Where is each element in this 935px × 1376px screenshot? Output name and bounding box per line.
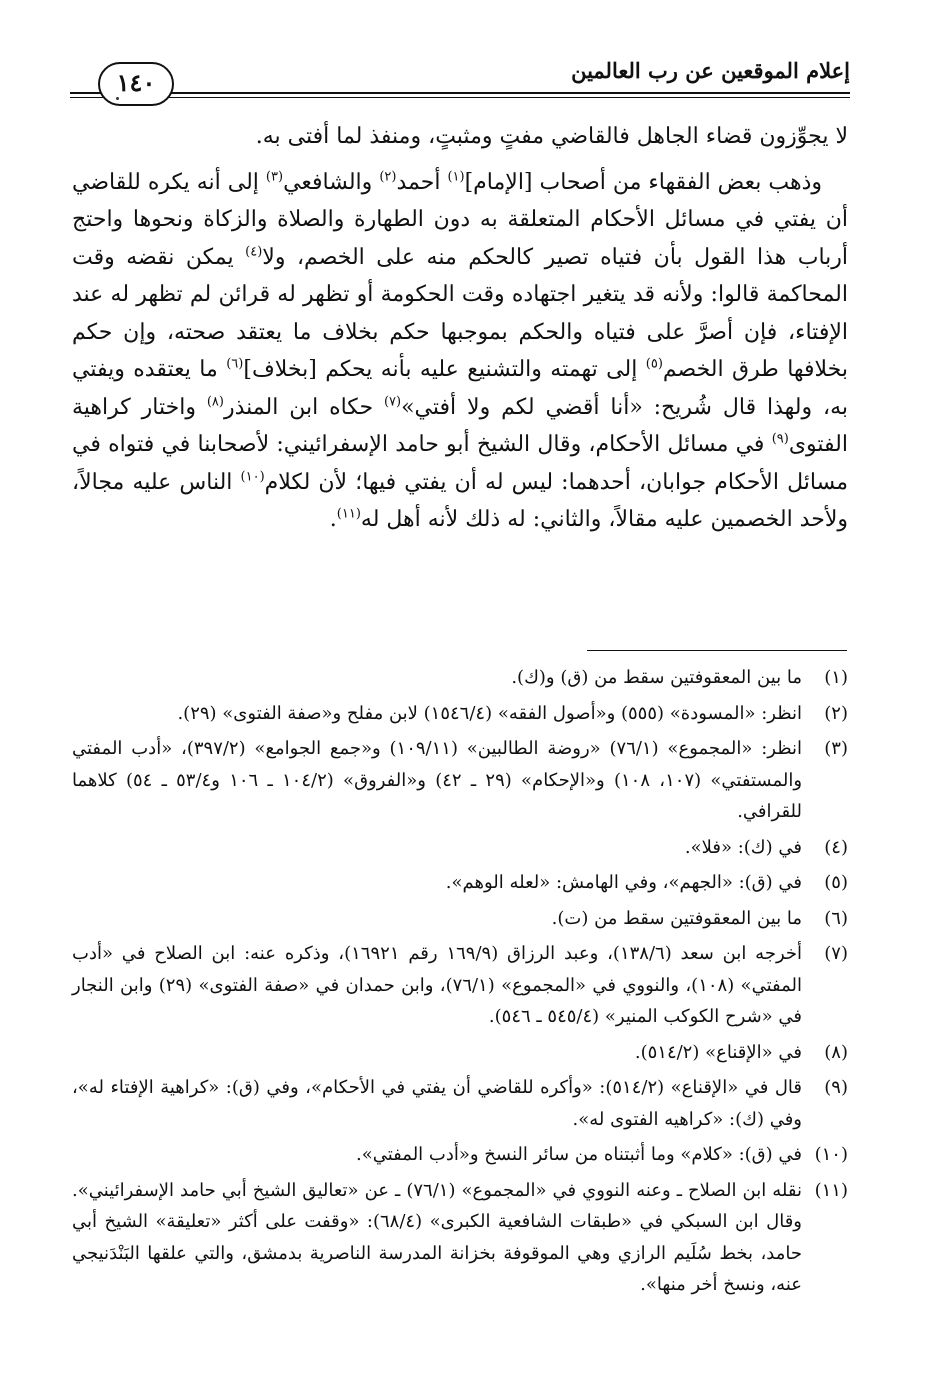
footnote-number: (١) <box>824 667 848 688</box>
footnote-text: انظر: «المجموع» (٧٦/١) «روضة الطالبين» (١٠٩/١١) و«جمع الجوامع» (٣٩٧/٢)، «أدب المفتي والمستفتي» (١٠٧، ١٠٨) و«الإحكام» (٢٩ ـ ٤٢) و«الفروق» (١٠٤/٢ ـ ١٠٦ و٥٣/٤ ـ ٥٤) كلاهما للقرافي. <box>72 738 803 822</box>
footnote-ref[interactable]: (٦) <box>226 356 244 372</box>
text-segment: وذهب بعض الفقهاء من أصحاب [الإمام] <box>464 169 822 195</box>
footnote-text: في (ق): «كلام» وما أثبتناه من سائر النسخ و«أدب المفتي». <box>356 1144 802 1165</box>
header-rule-thin <box>70 97 850 98</box>
footnote-text: قال في «الإقناع» (٥١٤/٢): «وأكره للقاضي أن يفتي في الأحكام»، وفي (ق): «كراهية الإفتاء له»، وفي (ك): «كراهيه الفتوى له». <box>72 1077 802 1130</box>
text-segment: إلى تهمته والتشنيع عليه بأنه يحكم [بخلاف] <box>243 357 638 382</box>
footnote-number: (١١) <box>814 1179 848 1201</box>
footnote-text: انظر: «المسودة» (٥٥٥) و«أصول الفقه» (١٥٤٦/٤) لابن مفلح و«صفة الفتوى» (٢٩). <box>177 702 802 724</box>
footnote-text: ما بين المعقوفتين سقط من (ق) و(ك). <box>511 667 802 688</box>
footnote-number: (٤) <box>824 836 848 858</box>
footnote-ref[interactable]: (٨) <box>206 394 224 410</box>
text-segment: . <box>329 507 337 532</box>
footnote <box>72 903 848 935</box>
main-text <box>72 118 848 547</box>
footnote-text: في (ق): «الجهم»، وفي الهامش: «لعله الوهم». <box>445 872 802 893</box>
footnote <box>72 938 848 1033</box>
footnote-text: في «الإقناع» (٥١٤/٢). <box>634 1041 802 1063</box>
footnote-ref[interactable]: (٩) <box>771 431 789 447</box>
footnote-number: (١٠) <box>814 1144 848 1165</box>
footnote-number: (٦) <box>824 907 848 929</box>
footnote <box>72 698 848 730</box>
footnote-separator <box>587 650 847 651</box>
footnote <box>72 733 848 828</box>
footnote-ref[interactable]: (٣) <box>265 169 284 185</box>
footnote-text: أخرجه ابن سعد (١٣٨/٦)، وعبد الرزاق (١٦٩/٩ رقم ١٦٩٢١)، وذكره عنه: ابن الصلاح في «أدب المفتي» (١٠٨)، والنووي في «المجموع» (٧٦/١)، وابن حمدان في «صفة الفتوى» (٢٩) وابن النجار في «شرح الكوكب المنير» (٥٤٥/٤ ـ ٥٤٦). <box>72 943 802 1027</box>
footnote-number: (٧) <box>824 943 848 964</box>
text-segment: في مسائل الأحكام، وقال الشيخ أبو حامد الإسفرائيني: لأصحابنا في فتواه في مسائل الأحكام جوابان، أحدهما: ليس له أن يفتي فيها؛ لأن لكلام <box>72 432 848 495</box>
decorative-dot <box>116 97 119 100</box>
footnote <box>72 832 848 864</box>
paragraph <box>72 118 848 156</box>
footnote-number: (٥) <box>824 872 848 893</box>
text-segment: واختار كراهية الفتوى <box>72 394 848 457</box>
footnote <box>72 1072 848 1135</box>
text-segment: حكاه ابن المنذر <box>223 394 374 420</box>
footnote <box>72 1139 848 1171</box>
footnote <box>72 1037 848 1069</box>
footnote-text: نقله ابن الصلاح ـ وعنه النووي في «المجموع» (٧٦/١) ـ عن «تعاليق الشيخ أبي حامد الإسفرائيني». وقال ابن السبكي في «طبقات الشافعية الكبرى» (٦٨/٤): «وقفت على أكثر «تعليقة» الشيخ أبي حامد، بخط سُلَيم الرازي وهي الموقوفة بخزانة المدرسة الناصرية بدمشق، والتي علقها البَنْدَنيجي عنه، ونسخ أخر منها». <box>72 1179 803 1295</box>
text-segment: أحمد <box>396 169 441 195</box>
footnote-number: (٩) <box>824 1077 848 1098</box>
footnote-ref[interactable]: (٥) <box>645 356 663 372</box>
paragraph <box>72 164 848 539</box>
footnote <box>72 867 848 899</box>
footnote-ref[interactable]: (١٠) <box>240 469 265 485</box>
text-segment: والشافعي <box>283 169 373 195</box>
footnote-ref[interactable]: (٢) <box>379 169 397 185</box>
text-segment: ما يعتقده ويفتي به، ولهذا قال شُريح: «أنا أقضي لكم ولا أفتي» <box>72 357 848 420</box>
text-segment: إلى أنه يكره للقاضي أن يفتي في مسائل الأحكام المتعلقة به دون الطهارة والصلاة والزكاة ونحوها واحتج أرباب هذا القول بأن فتياه تصير كالحكم منه على الخصم، ولا <box>71 169 849 270</box>
footnote-ref[interactable]: (٧) <box>383 394 402 410</box>
footnote-number: (٨) <box>824 1041 848 1063</box>
header-rule <box>70 92 850 94</box>
footnote-text: ما بين المعقوفتين سقط من (ت). <box>551 907 802 929</box>
text-segment: يمكن نقضه وقت المحاكمة قالوا: ولأنه قد يتغير اجتهاده وقت الحكومة أو تظهر له قرائن لم تظهر له عند الإفتاء، فإن أصرَّ على فتياه والحكم بموجبها حكم بخلاف ما يعتقد صحته، وإن حكم بخلافها طرق الخصم <box>72 244 849 382</box>
running-title: إعلام الموقعين عن رب العالمين <box>563 58 850 83</box>
footnote <box>72 1175 848 1301</box>
page-header <box>70 52 850 100</box>
text-segment: الناس عليه مجالاً، ولأحد الخصمين عليه مقالاً، والثاني: له ذلك لأنه أهل له <box>72 469 848 532</box>
footnotes <box>72 662 848 1305</box>
footnote <box>72 662 848 694</box>
footnote-ref[interactable]: (٤) <box>245 244 263 260</box>
page-number: ١٤٠ <box>98 62 174 106</box>
footnote-ref[interactable]: (١١) <box>336 506 361 522</box>
text-segment: لا يجوِّزون قضاء الجاهل فالقاضي مفتٍ ومثبتٍ، ومنفذ لما أفتى به. <box>255 124 848 149</box>
footnote-ref[interactable]: (١) <box>447 169 465 185</box>
footnote-number: (٣) <box>824 738 848 759</box>
footnote-number: (٢) <box>824 702 848 724</box>
footnote-text: في (ك): «فلا». <box>684 836 802 858</box>
